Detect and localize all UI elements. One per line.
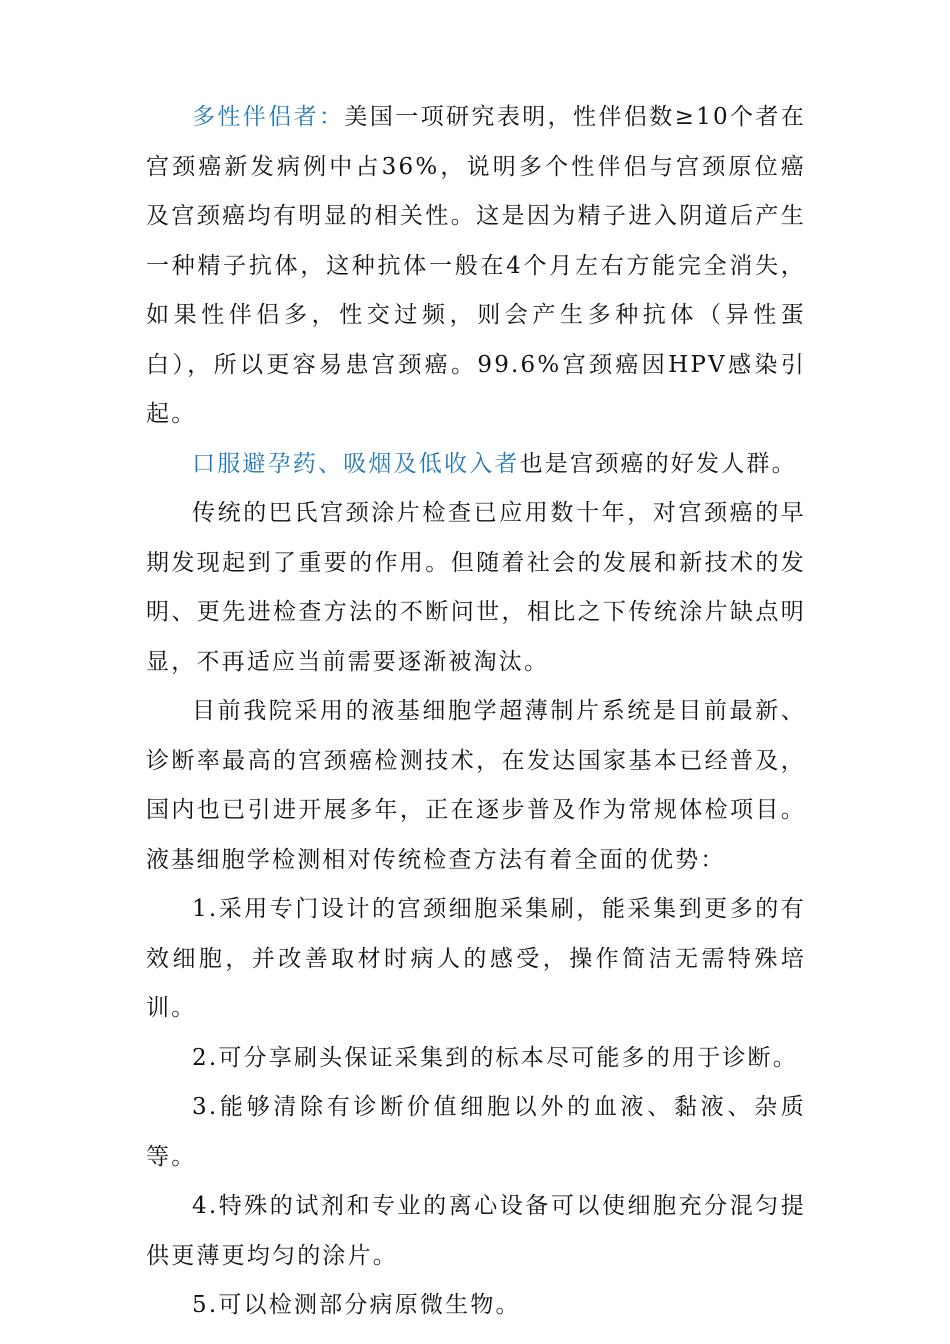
list-item-5: 5.可以检测部分病原微生物。 bbox=[192, 1292, 521, 1318]
highlight-multiple-partners: 多性伴侣者： bbox=[192, 104, 345, 130]
list-item-1: 1.采用专门设计的宫颈细胞采集刷，能采集到更多的有效细胞，并改善取材时病人的感受，操作简洁无需特殊培训。 bbox=[146, 896, 806, 1021]
list-item-4: 4.特殊的试剂和专业的离心设备可以使细胞充分混匀提供更薄更均匀的涂片。 bbox=[146, 1193, 806, 1269]
paragraph-text: 美国一项研究表明，性伴侣数≥10个者在宫颈癌新发病例中占36%，说明多个性伴侣与宫颈原位癌及宫颈癌均有明显的相关性。这是因为精子进入阴道后产生一种精子抗体，这种抗体一般在4个月左右方能完全消失，如果性伴侣多，性交过频，则会产生多种抗体（异性蛋白），所以更容易患宫颈癌。99.6%宫颈癌因HPV感染引起。 bbox=[146, 104, 806, 427]
document-body bbox=[146, 93, 806, 1331]
paragraph-text: 也是宫颈癌的好发人群。 bbox=[519, 450, 797, 477]
paragraph-pap-smear: 传统的巴氏宫颈涂片检查已应用数十年，对宫颈癌的早期发现起到了重要的作用。但随着社会的发展和新技术的发明、更先进检查方法的不断问世，相比之下传统涂片缺点明显，不再适应当前需要逐渐被淘汰。 bbox=[146, 500, 806, 675]
list-item-3: 3.能够清除有诊断价值细胞以外的血液、黏液、杂质等。 bbox=[146, 1094, 806, 1170]
paragraph-high-risk-groups bbox=[146, 440, 806, 490]
list-item-2: 2.可分享刷头保证采集到的标本尽可能多的用于诊断。 bbox=[192, 1044, 798, 1071]
paragraph-multiple-partners bbox=[146, 93, 806, 440]
highlight-high-risk-groups: 口服避孕药、吸烟及低收入者 bbox=[192, 450, 520, 477]
paragraph-liquid-based-cytology: 目前我院采用的液基细胞学超薄制片系统是目前最新、诊断率最高的宫颈癌检测技术，在发达国家基本已经普及，国内也已引进开展多年，正在逐步普及作为常规体检项目。液基细胞学检测相对传统检查方法有着全面的优势： bbox=[146, 698, 806, 873]
